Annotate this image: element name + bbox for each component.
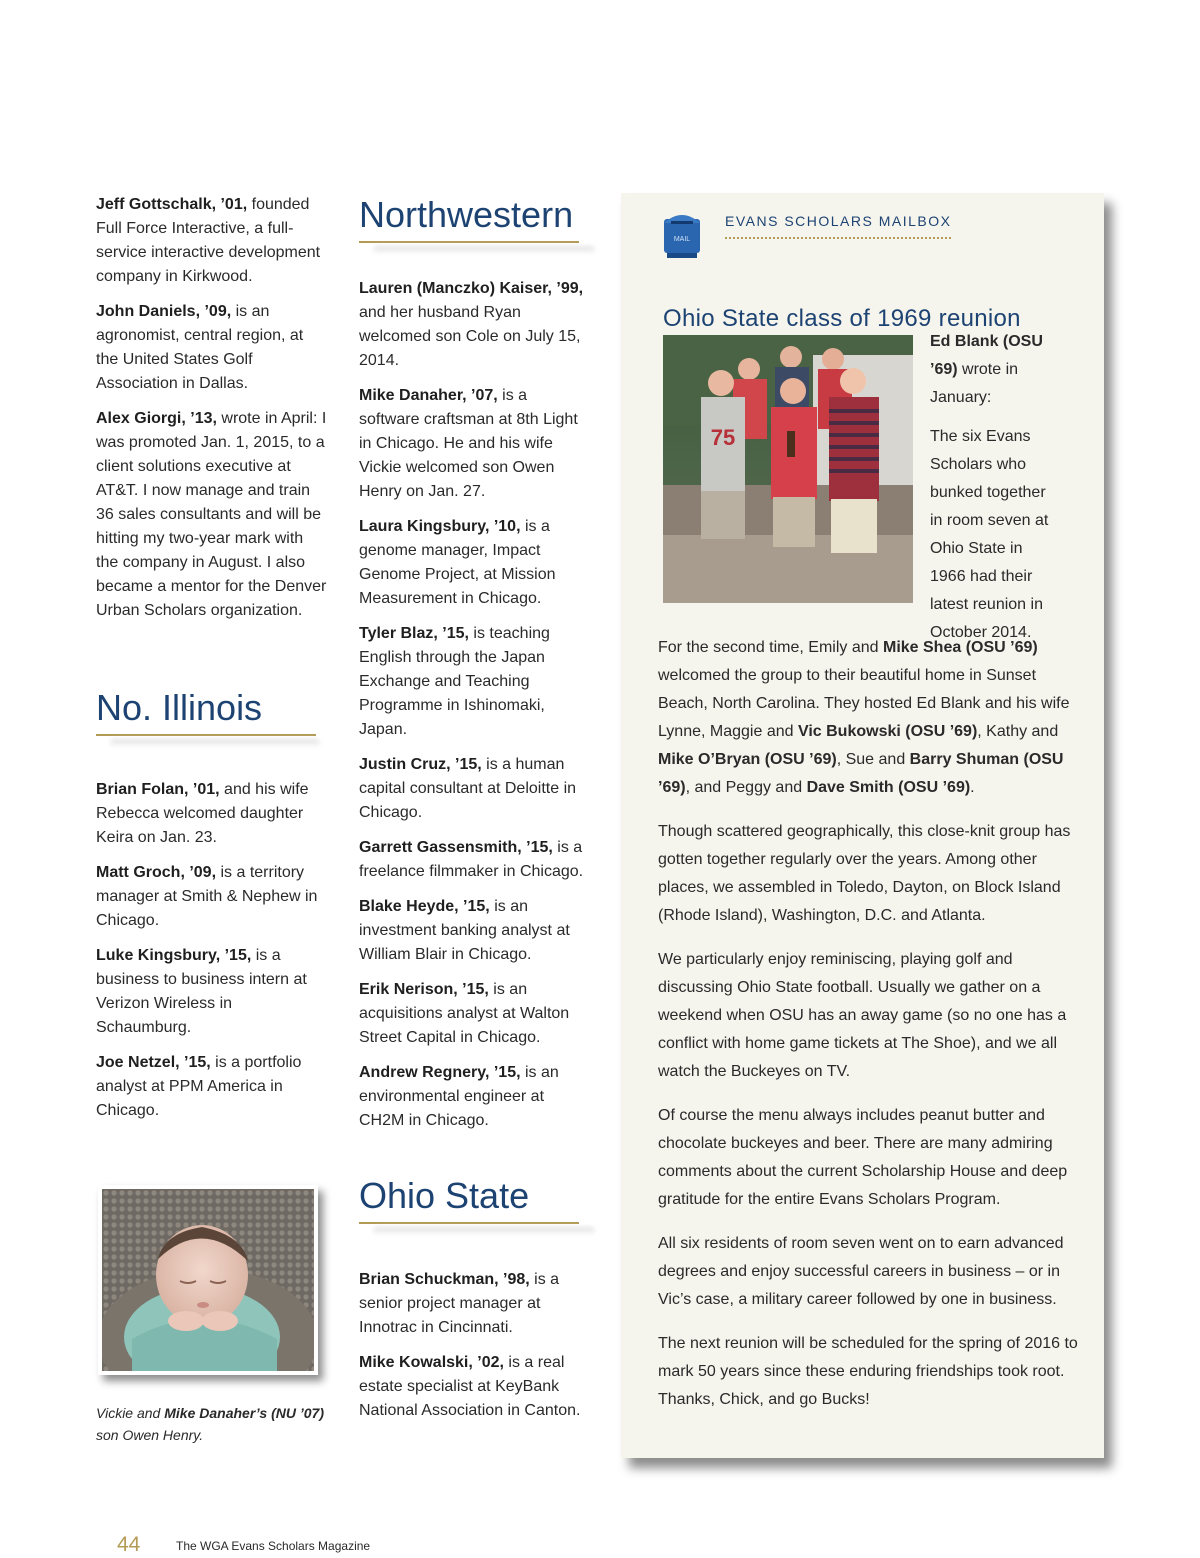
page-number: 44 (117, 1533, 141, 1556)
magazine-title: The WGA Evans Scholars Magazine (176, 1539, 371, 1553)
body-paragraph-2: Though scattered geographically, this close-knit group has gotten together regularly over the years. Among other places, we assembled in Toledo, Dayton, on Block Island (Rhode Island), Washington, D.C. and Atlanta. (658, 823, 1071, 924)
body-paragraph-3: We particularly enjoy reminiscing, playing golf and discussing Ohio State football. Usually we gather on a weekend when OSU has an away game (so no one has a conflict with home game tickets at The Shoe), and we all watch the Buckeyes on TV. (658, 951, 1067, 1080)
entry-tyler-blaz: Tyler Blaz, ’15, is teaching English through the Japan Exchange and Teaching Programme in Ishinomaki, Japan. (359, 625, 550, 738)
section-rule (359, 1218, 591, 1242)
middle-column (359, 193, 591, 1434)
section-rule (359, 237, 591, 261)
entry-mike-danaher: Mike Danaher, ’07, is a software craftsman at 8th Light in Chicago. He and his wife Vickie welcomed son Owen Henry on Jan. 27. (359, 387, 578, 500)
entry-lauren-kaiser: Lauren (Manczko) Kaiser, ’99, and her husband Ryan welcomed son Cole on July 15, 2014. (359, 280, 584, 369)
mailbox-dotted-rule (725, 237, 951, 239)
entry-laura-kingsbury: Laura Kingsbury, ’10, is a genome manager, Impact Genome Project, at Mission Measurement in Chicago. (359, 518, 556, 607)
body-paragraph-6: The next reunion will be scheduled for the spring of 2016 to mark 50 years since these enduring friendships took root. Thanks, Chick, and go Bucks! (658, 1335, 1078, 1408)
svg-text:75: 75 (710, 425, 736, 450)
baby-photo-caption: Vickie and Mike Danaher’s (NU ’07) son Owen Henry. (96, 1405, 324, 1443)
mailbox-body (658, 634, 1078, 1430)
svg-text:MAIL: MAIL (673, 236, 691, 243)
mailbox-label: EVANS SCHOLARS MAILBOX (725, 213, 952, 229)
entry-john-daniels: John Daniels, ’09, is an agronomist, central region, at the United States Golf Association in Dallas. (96, 303, 304, 392)
entry-brian-folan: Brian Folan, ’01, and his wife Rebecca welcomed daughter Keira on Jan. 23. (96, 781, 309, 846)
baby-photo-image (102, 1189, 314, 1371)
body-paragraph-5: All six residents of room seven went on to earn advanced degrees and enjoy successful careers in business – or in Vic’s case, a military career followed by one in business. (658, 1235, 1064, 1308)
entry-alex-giorgi: Alex Giorgi, ’13, wrote in April: I was promoted Jan. 1, 2015, to a client solutions executive at AT&T. I now manage and train 36 sales consultants and will be hitting my two-year mark with the company in August. I also became a mentor for the Denver Urban Scholars organization. (96, 410, 327, 619)
entry-joe-netzel: Joe Netzel, ’15, is a portfolio analyst at PPM America in Chicago. (96, 1054, 302, 1119)
section-title-no-illinois: No. Illinois (96, 687, 263, 728)
mailbox-title: Ohio State class of 1969 reunion (663, 305, 1021, 332)
entry-luke-kingsbury: Luke Kingsbury, ’15, is a business to business intern at Verizon Wireless in Schaumburg. (96, 947, 307, 1036)
body-paragraph-1: For the second time, Emily and Mike Shea (OSU ’69) welcomed the group to their beautiful home in Sunset Beach, North Carolina. They hosted Ed Blank and his wife Lynne, Maggie and Vic Bukowski (OSU ’69), Kathy and Mike O’Bryan (OSU ’69), Sue and Barry Shuman (OSU ’69), and Peggy and Dave Smith (OSU ’69). (658, 639, 1070, 796)
entry-erik-nerison: Erik Nerison, ’15, is an acquisitions analyst at Walton Street Capital in Chicago. (359, 981, 570, 1046)
reunion-photo (663, 335, 913, 603)
mailbox-icon (661, 207, 703, 259)
reunion-photo-image (663, 335, 913, 603)
entry-justin-cruz: Justin Cruz, ’15, is a human capital consultant at Deloitte in Chicago. (359, 756, 577, 821)
entry-blake-heyde: Blake Heyde, ’15, is an investment banking analyst at William Blair in Chicago. (359, 898, 570, 963)
entry-brian-schuckman: Brian Schuckman, ’98, is a senior project manager at Innotrac in Cincinnati. (359, 1271, 560, 1336)
entry-mike-kowalski: Mike Kowalski, ’02, is a real estate specialist at KeyBank National Association in Canton. (359, 1354, 581, 1419)
section-rule (96, 730, 328, 754)
entry-garrett-gassensmith: Garrett Gassensmith, ’15, is a freelance filmmaker in Chicago. (359, 839, 584, 880)
entry-matt-groch: Matt Groch, ’09, is a territory manager at Smith & Nephew in Chicago. (96, 864, 318, 929)
entry-jeff-gottschalk: Jeff Gottschalk, ’01, founded Full Force Interactive, a full-service interactive development company in Kirkwood. (96, 196, 321, 285)
mailbox-sidebar (621, 193, 1104, 1458)
baby-photo (98, 1185, 318, 1375)
left-column (96, 193, 328, 1134)
side-paragraph-2: The six Evans Scholars who bunked together in room seven at Ohio State in 1966 had their latest reunion in October 2014. (930, 428, 1049, 641)
side-paragraph-1: Ed Blank (OSU ’69) wrote in January: (930, 333, 1043, 406)
body-paragraph-4: Of course the menu always includes peanut butter and chocolate buckeyes and beer. There are many admiring comments about the current Scholarship House and deep gratitude for the entire Evans Scholars Program. (658, 1107, 1068, 1208)
entry-andrew-regnery: Andrew Regnery, ’15, is an environmental engineer at CH2M in Chicago. (359, 1064, 559, 1129)
mailbox-side-text (930, 328, 1060, 658)
section-title-northwestern: Northwestern (359, 194, 574, 235)
section-title-ohio-state: Ohio State (359, 1175, 530, 1216)
